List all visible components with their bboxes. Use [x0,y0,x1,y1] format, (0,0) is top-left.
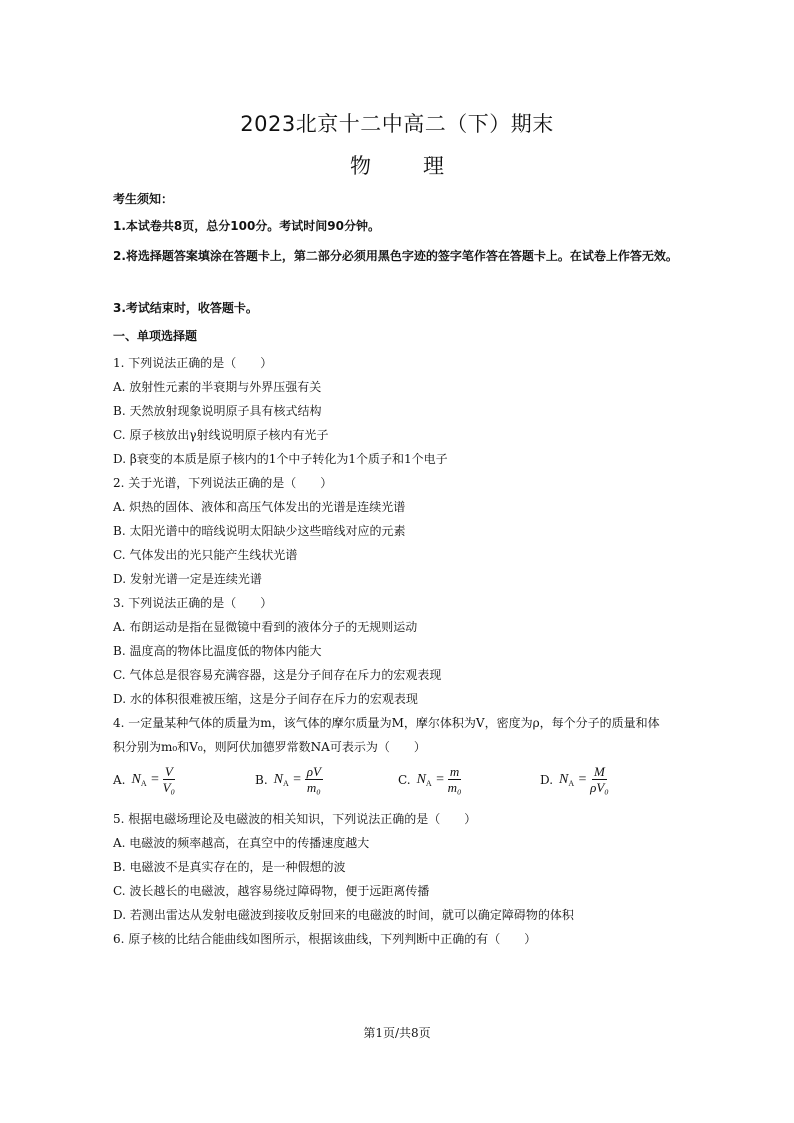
exam-title: 2023北京十二中高二（下）期末 [240,112,554,136]
option-line: D. 若测出雷达从发射电磁波到接收反射回来的电磁波的时间，就可以确定障碍物的体积 [113,908,574,922]
option-line: D. β衰变的本质是原子核内的1个中子转化为1个质子和1个电子 [113,452,448,466]
notice-item: 1.本试卷共8页，总分100分。考试时间90分钟。 [113,219,381,233]
fraction [448,764,462,795]
option-line: B. 天然放射现象说明原子具有核式结构 [113,404,322,418]
option-line: B. 电磁波不是真实存在的，是一种假想的波 [113,860,346,874]
fraction [590,764,609,795]
formula-lhs: $N_A$ = [273,771,302,788]
fraction-denominator: V₀ [162,780,176,795]
q4-option-c [398,764,462,795]
formula-lhs: $N_A$ = [416,771,445,788]
notice-item: 2.将选择题答案填涂在答题卡上，第二部分必须用黑色字迹的签字笔作答在答题卡上。在试卷上作答无效。 [113,249,678,263]
notice-heading: 考生须知： [113,192,174,206]
option-line: D. 水的体积很难被压缩，这是分子间存在斥力的宏观表现 [113,692,418,706]
subject-char: 理 [423,154,444,178]
option-label: A. [113,772,126,787]
option-line: B. 太阳光谱中的暗线说明太阳缺少这些暗线对应的元素 [113,524,406,538]
option-line: C. 气体发出的光只能产生线状光谱 [113,548,298,562]
option-line: C. 气体总是很容易充满容器，这是分子间存在斥力的宏观表现 [113,668,442,682]
fraction-denominator: m₀ [306,780,321,795]
option-label: B. [255,772,268,787]
fraction-denominator: m₀ [447,780,462,795]
option-label: D. [540,772,554,787]
page-footer: 第1页/共8页 [363,1026,431,1040]
q4-option-a [113,764,175,795]
subject-title [0,150,794,180]
question-line: 1. 下列说法正确的是（ ） [113,356,273,370]
fraction [163,764,175,795]
fraction-numerator: V [164,764,173,779]
option-line: C. 波长越长的电磁波，越容易绕过障碍物，便于远距离传播 [113,884,430,898]
question-line: 积分别为m₀和V₀，则阿伏加德罗常数NA可表示为（ ） [113,740,426,754]
question-line: 4. 一定量某种气体的质量为m，该气体的摩尔质量为M，摩尔体积为V，密度为ρ，每个分子的质量和体 [113,716,660,730]
option-line: C. 原子核放出γ射线说明原子核内有光子 [113,428,329,442]
option-line: A. 布朗运动是指在显微镜中看到的液体分子的无规则运动 [113,620,418,634]
fraction [305,764,323,795]
q4-options [113,764,693,804]
section-heading: 一、单项选择题 [113,329,198,343]
fraction-denominator: ρV₀ [590,780,609,795]
option-line: A. 炽热的固体、液体和高压气体发出的光谱是连续光谱 [113,500,406,514]
notice-item: 3.考试结束时，收答题卡。 [113,301,258,315]
option-line: A. 电磁波的频率越高，在真空中的传播速度越大 [113,836,370,850]
subject-char: 物 [350,154,371,178]
formula-lhs: $N_A$ = [131,771,160,788]
question-line: 6. 原子核的比结合能曲线如图所示，根据该曲线，下列判断中正确的有（ ） [113,932,537,946]
option-line: B. 温度高的物体比温度低的物体内能大 [113,644,322,658]
option-line: D. 发射光谱一定是连续光谱 [113,572,262,586]
question-line: 2. 关于光谱，下列说法正确的是（ ） [113,476,333,490]
fraction-numerator: ρV [306,764,321,779]
fraction-numerator: M [594,764,605,779]
option-line: A. 放射性元素的半衰期与外界压强有关 [113,380,322,394]
formula-lhs: $N_A$ = [559,771,588,788]
option-label: C. [398,772,411,787]
fraction-numerator: m [449,764,460,779]
question-line: 5. 根据电磁场理论及电磁波的相关知识，下列说法正确的是（ ） [113,812,477,826]
question-line: 3. 下列说法正确的是（ ） [113,596,273,610]
q4-option-d [540,764,609,795]
q4-option-b [255,764,323,795]
